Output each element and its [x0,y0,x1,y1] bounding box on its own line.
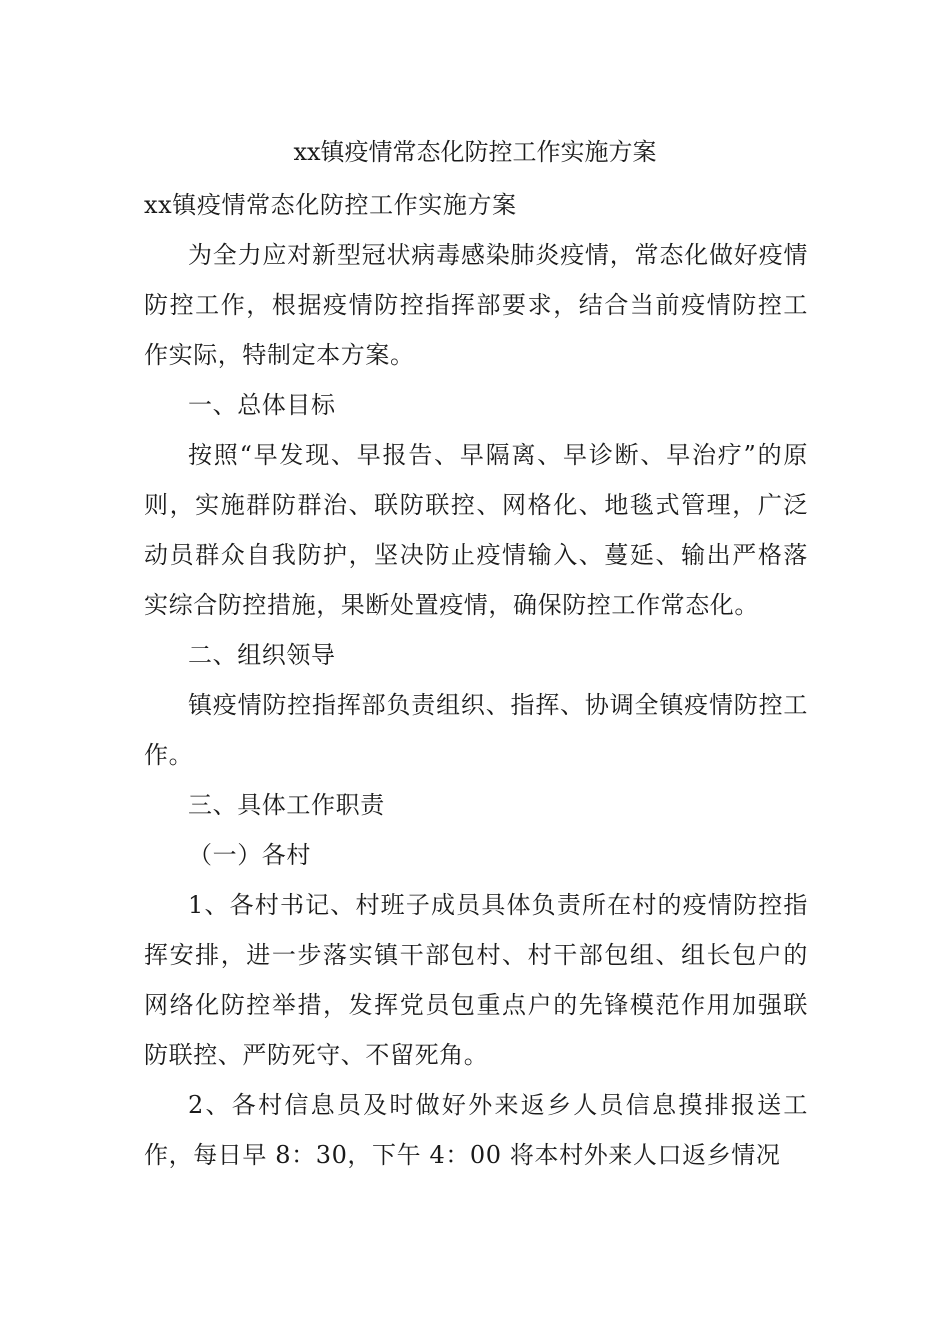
paragraph-principles: 按照“早发现、早报告、早隔离、早诊断、早治疗”的原则，实施群防群治、联防联控、网格化、地毯式管理，广泛动员群众自我防护，坚决防止疫情输入、蔓延、输出严格落实综合防控措施，果断处置疫情，确保防控工作常态化。 [144,441,808,619]
document-body [144,180,808,1180]
document-subtitle: xx镇疫情常态化防控工作实施方案 [144,191,517,219]
paragraph-duty-1: 1、各村书记、村班子成员具体负责所在村的疫情防控指挥安排，进一步落实镇干部包村、村干部包组、组长包户的网络化防控举措，发挥党员包重点户的先锋模范作用加强联防联控、严防死守、不留死角。 [144,891,808,1069]
heading-duties: 三、具体工作职责 [188,791,385,819]
heading-overall-goal: 一、总体目标 [188,391,336,419]
paragraph-duty-2: 2、各村信息员及时做好外来返乡人员信息摸排报送工作，每日早 8：30，下午 4：00 将本村外来人口返乡情况 [144,1091,808,1169]
paragraph-intro: 为全力应对新型冠状病毒感染肺炎疫情，常态化做好疫情防控工作，根据疫情防控指挥部要求，结合当前疫情防控工作实际，特制定本方案。 [144,241,808,369]
heading-organization: 二、组织领导 [188,641,336,669]
document-title: xx镇疫情常态化防控工作实施方案 [293,138,657,166]
paragraph-organization: 镇疫情防控指挥部负责组织、指挥、协调全镇疫情防控工作。 [144,691,808,769]
subheading-villages: （一）各村 [188,841,311,869]
